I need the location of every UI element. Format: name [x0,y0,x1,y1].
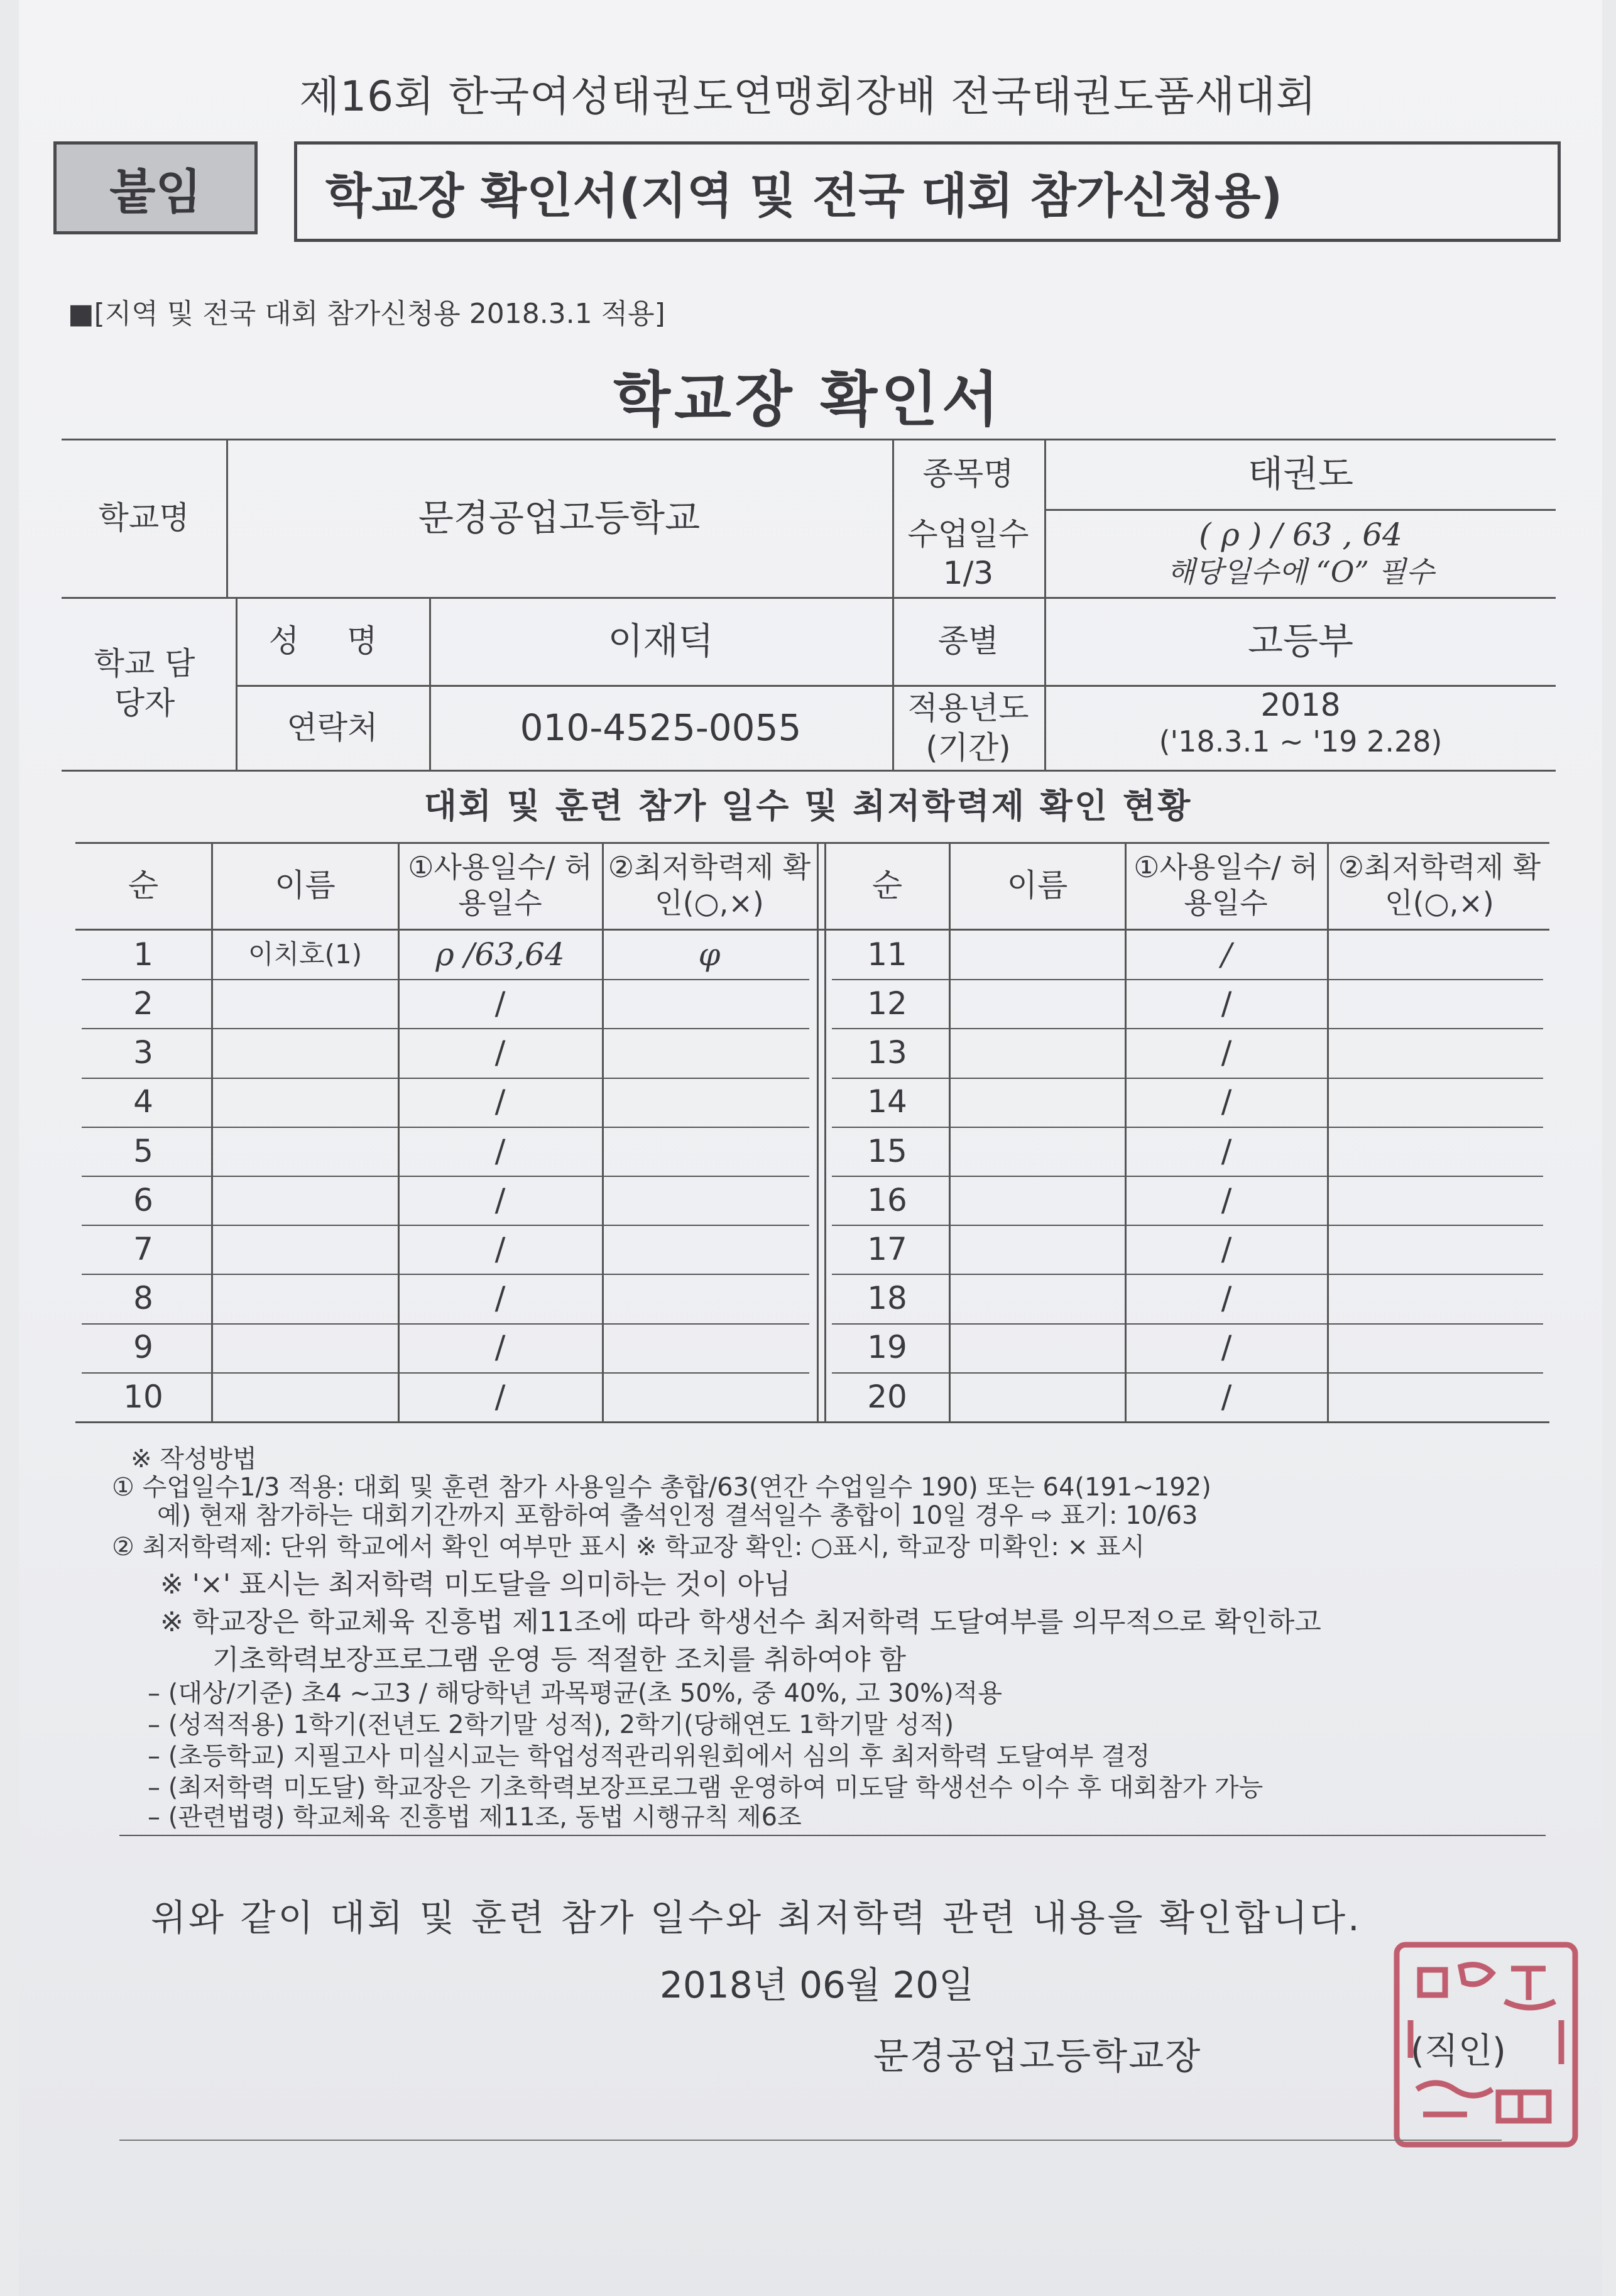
cell-check [603,1225,816,1274]
instruction-line: – (성적적용) 1학기(전년도 2학기말 성적), 2학기(당해연도 1학기말 성적) [148,1710,954,1739]
document-title: 학교장 확인서 [613,366,1003,434]
cell-name: 이치호(1) [248,938,363,970]
col-header-name-left: 이름 [275,866,336,904]
cell-check [1328,1274,1549,1323]
year-value: 2018 [1260,686,1341,723]
cell-name [950,1274,1125,1323]
contact-label: 연락처 [287,709,378,746]
cell-name [212,979,398,1028]
cell-name [950,1176,1125,1225]
closing-statement: 위와 같이 대회 및 훈련 참가 일수와 최저학력 관련 내용을 확인합니다. [151,1896,1362,1939]
classdays-note: 해당일수에 “O” 필수 [1167,555,1434,589]
cell-days: / [494,1083,506,1120]
instruction-line: ② 최저학력제: 단위 학교에서 확인 여부만 표시 ※ 학교장 확인: ○표시, 학교장 미확인: × 표시 [112,1533,1145,1561]
col-header-no-left: 순 [128,866,159,904]
school-name-label: 학교명 [98,499,190,536]
division-value: 고등부 [1247,619,1354,662]
school-name-value: 문경공업고등학교 [418,496,701,539]
cell-no: 6 [133,1181,153,1218]
cell-no: 3 [133,1034,153,1071]
cell-name [950,1127,1125,1176]
signer-name: 문경공업고등학교장 [873,2035,1202,2077]
cell-days: / [1221,1378,1232,1415]
cell-no: 7 [133,1231,153,1268]
cell-days: / [494,1378,506,1415]
cell-name [950,1372,1125,1421]
cell-no: 16 [867,1181,907,1218]
cell-name [212,1127,398,1176]
cell-no: 9 [133,1329,153,1366]
instruction-line: – (초등학교) 지필고사 미실시교는 학업성적관리위원회에서 심의 후 최저학력 도달여부 결정 [148,1742,1150,1771]
cell-days: / [494,985,506,1022]
instruction-line: ① 수업일수1/3 적용: 대회 및 훈련 참가 사용일수 총합/63(연간 수업일수 190) 또는 64(191~192) [112,1473,1211,1502]
school-manager-label: 학교 담당자 [94,645,195,721]
cell-no: 18 [867,1280,907,1317]
cell-name [212,1028,398,1077]
manager-name-value: 이재덕 [608,619,714,662]
cell-check [603,1274,816,1323]
cell-days: / [1221,1280,1232,1317]
seal-label: (직인) [1411,2031,1506,2072]
cell-days: / [494,1034,506,1071]
competition-title: 제16회 한국여성태권도연맹회장배 전국태권도품새대회 [299,72,1317,121]
col-header-check-left: ②최저학력제 확인(○,×) [608,850,811,920]
cell-no: 2 [133,985,153,1022]
cell-check [1328,1372,1549,1421]
cell-no: 13 [867,1034,907,1071]
cell-no: 14 [867,1083,907,1120]
document-subtitle: 학교장 확인서(지역 및 전국 대회 참가신청용) [294,141,1561,242]
section-title: 대회 및 훈련 참가 일수 및 최저학력제 확인 현황 [423,786,1193,826]
cell-no: 10 [123,1378,163,1415]
cell-days: / [494,1181,506,1218]
cell-days: ρ /63,64 [435,936,565,973]
cell-days: / [494,1329,506,1366]
cell-name [950,930,1125,979]
cell-days: / [1221,1329,1232,1366]
division-label: 종별 [937,622,999,659]
cell-no: 20 [867,1378,907,1415]
cell-days: / [1221,1034,1232,1071]
cell-days: / [494,1280,506,1317]
col-header-days-left: ①사용일수/ 허용일수 [408,850,592,920]
cell-no: 12 [867,985,907,1022]
cell-days: / [1221,985,1232,1022]
cell-days: / [1221,1231,1232,1268]
cell-check [1328,1078,1549,1127]
col-header-no-right: 순 [871,866,903,904]
instruction-line: ※ '×' 표시는 최저학력 미도달을 의미하는 것이 아님 [160,1568,791,1600]
cell-name [212,1323,398,1372]
attachment-tag: 붙임 [53,141,258,234]
cell-check [603,1176,816,1225]
instruction-line: – (최저학력 미도달) 학교장은 기초학력보장프로그램 운영하여 미도달 학생선수 이수 후 대회참가 가능 [148,1773,1264,1802]
instruction-line: ※ 학교장은 학교체육 진흥법 제11조에 따라 학생선수 최저학력 도달여부를 의무적으로 확인하고 [160,1606,1321,1638]
cell-check [603,1127,816,1176]
cell-name [950,1078,1125,1127]
cell-no: 1 [133,936,153,973]
cell-name [212,1225,398,1274]
cell-name [950,1323,1125,1372]
cell-check [1328,930,1549,979]
closing-date: 2018년 06월 20일 [660,1964,975,2006]
classdays-value: ( ρ ) / 63 , 64 [1199,516,1402,553]
cell-name [212,1176,398,1225]
cell-name [950,1028,1125,1077]
cell-no: 19 [867,1329,907,1366]
cell-days: / [1221,936,1232,973]
cell-check [1328,1127,1549,1176]
cell-check [1328,979,1549,1028]
cell-no: 5 [133,1132,153,1169]
cell-no: 11 [867,936,907,973]
cell-no: 8 [133,1280,153,1317]
name-label: 성 명 [268,622,396,659]
cell-name [212,1274,398,1323]
cell-days: / [1221,1132,1232,1169]
cell-name [950,979,1125,1028]
instruction-line: – (대상/기준) 초4 ~고3 / 해당학년 과목평균(초 50%, 중 40%, 고 30%)적용 [148,1679,1002,1708]
cell-name [212,1372,398,1421]
contact-value: 010-4525-0055 [520,706,802,750]
cell-days: / [1221,1083,1232,1120]
cell-check [1328,1176,1549,1225]
cell-name [212,1078,398,1127]
cell-check [603,1028,816,1077]
instruction-line: – (관련법령) 학교체육 진흥법 제11조, 동법 시행규칙 제6조 [148,1803,802,1832]
col-header-name-right: 이름 [1007,866,1068,904]
cell-check [1328,1323,1549,1372]
cell-check [603,1323,816,1372]
year-label: 적용년도 (기간) [907,690,1029,766]
instruction-line: 기초학력보장프로그램 운영 등 적절한 조치를 취하여야 함 [212,1644,907,1676]
cell-check: φ [698,936,721,973]
event-value: 태권도 [1247,452,1354,495]
col-header-days-right: ①사용일수/ 허용일수 [1133,850,1318,920]
cell-no: 15 [867,1132,907,1169]
cell-days: / [1221,1181,1232,1218]
official-seal [1385,1932,1586,2158]
col-header-check-right: ②최저학력제 확인(○,×) [1338,850,1541,920]
year-period: ('18.3.1 ~ '19 2.28) [1159,724,1443,759]
instruction-line: ※ 작성방법 [131,1445,257,1473]
cell-check [603,1078,816,1127]
cell-name [950,1225,1125,1274]
cell-check [1328,1028,1549,1077]
cell-days: / [494,1132,506,1169]
event-label: 종목명 [922,455,1014,492]
cell-no: 4 [133,1083,153,1120]
cell-days: / [494,1231,506,1268]
cell-check [1328,1225,1549,1274]
classdays-label: 수업일수 1/3 [907,515,1029,591]
cell-check [603,1372,816,1421]
cell-no: 17 [867,1231,907,1268]
cell-check [603,979,816,1028]
instruction-line: 예) 현재 참가하는 대회기간까지 포함하여 출석인정 결석일수 총합이 10일 경우 ⇨ 표기: 10/63 [157,1501,1198,1530]
applicability-note: ■[지역 및 전국 대회 참가신청용 2018.3.1 적용] [68,298,665,330]
